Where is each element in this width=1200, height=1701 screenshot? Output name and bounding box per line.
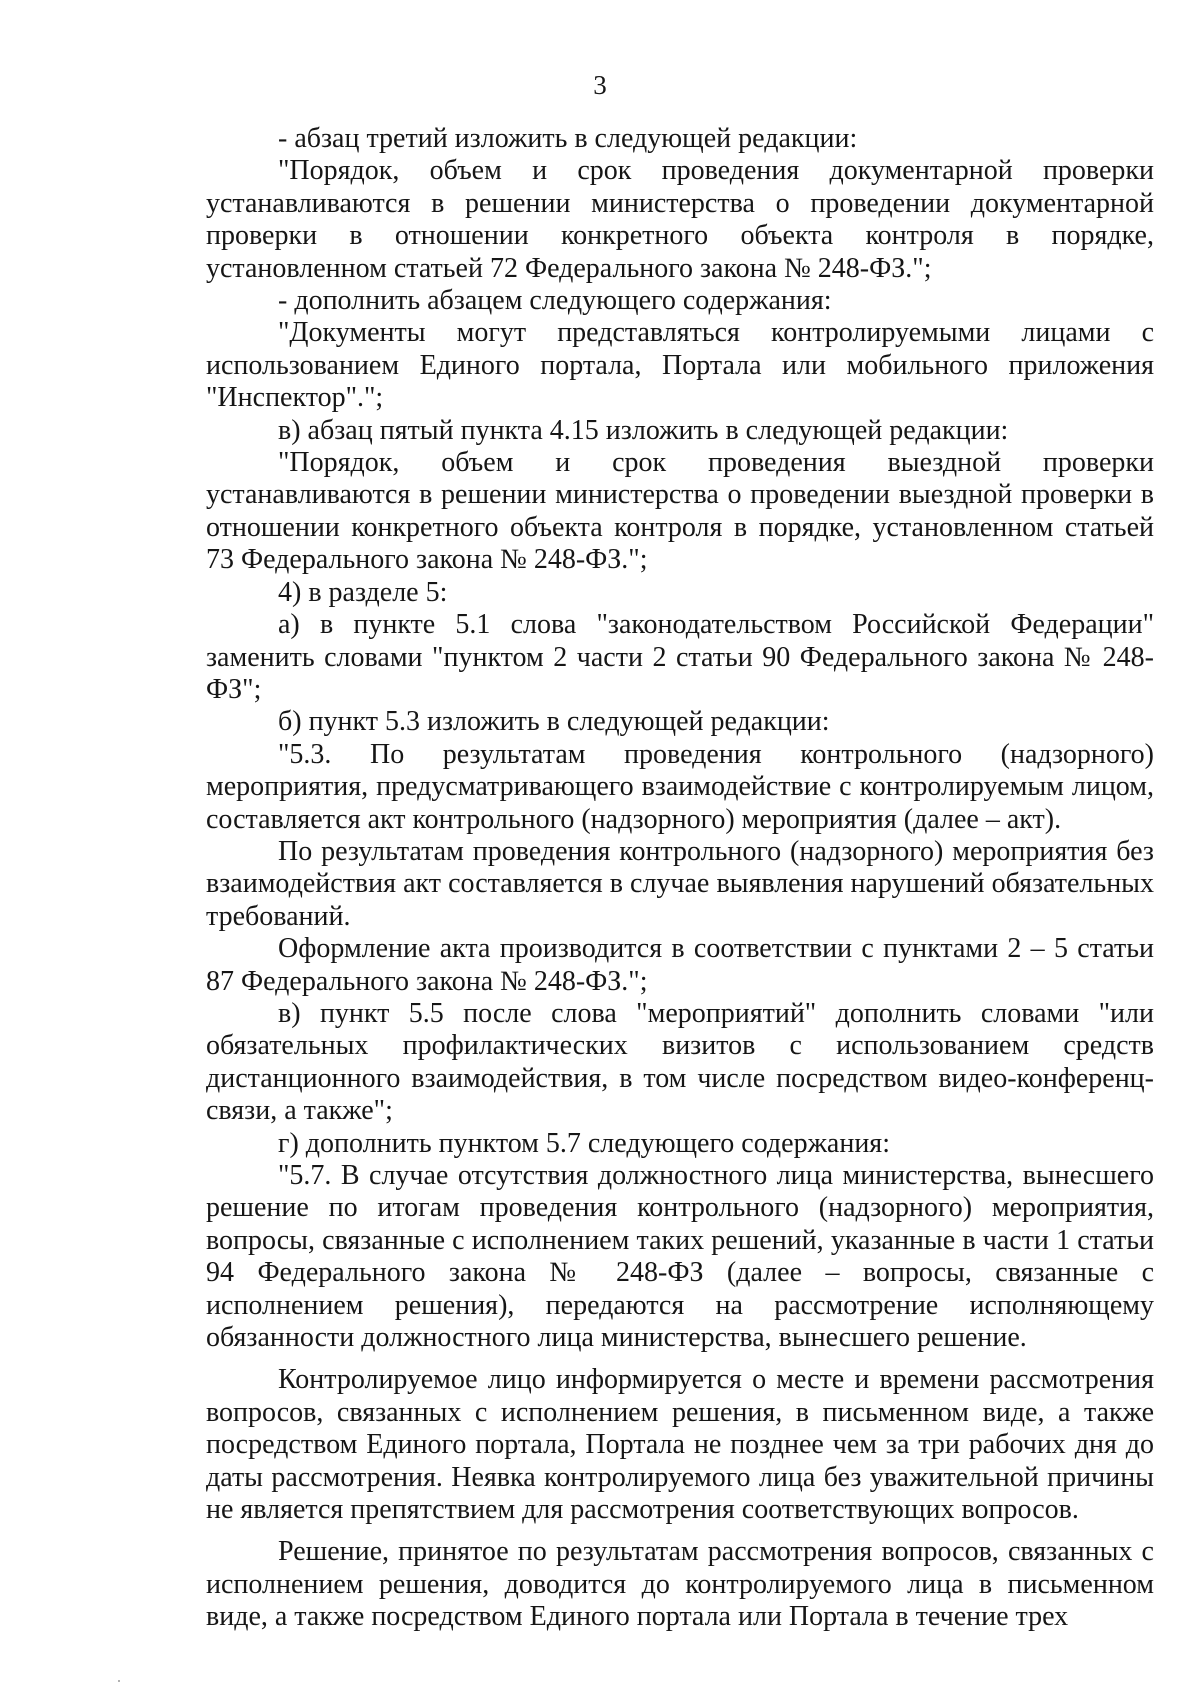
- paragraph-6: "Порядок, объем и срок проведения выездной проверки устанавливаются в решении министерства о проведении выездной проверки в отношении конкретного объекта контроля в порядке, установленном статьей 73 Федерального закона № 248-ФЗ.";: [206, 447, 1154, 576]
- paragraph-8: а) в пункте 5.1 слова "законодательством Российской Федерации" заменить словами "пунктом 2 части 2 статьи 90 Федерального закона № 248-ФЗ";: [206, 609, 1154, 705]
- paragraph-14: г) дополнить пунктом 5.7 следующего содержания:: [278, 1127, 890, 1159]
- paragraph-15: "5.7. В случае отсутствия должностного лица министерства, вынесшего решение по итогам проведения контрольного (надзорного) мероприятия, вопросы, связанные с исполнением таких решений, указанные в части 1 статьи 94 Федерального закона № 248-ФЗ (далее – вопросы, связанные с исполнением решения), передаются на рассмотрение исполняющему обязанности должностного лица министерства, вынесшего решение.: [206, 1160, 1154, 1354]
- paragraph-17: Решение, принятое по результатам рассмотрения вопросов, связанных с исполнением решения, доводится до контролируемого лица в письменном виде, а также посредством Единого портала или Портала в течение трех: [206, 1536, 1154, 1633]
- paragraph-4: "Документы могут представляться контролируемыми лицами с использованием Единого портала, Портала или мобильного приложения "Инспектор".";: [206, 317, 1154, 414]
- paragraph-9: б) пункт 5.3 изложить в следующей редакции:: [278, 706, 830, 738]
- paragraph-12: Оформление акта производится в соответствии с пунктами 2 – 5 статьи 87 Федерального закона № 248-ФЗ.";: [206, 933, 1154, 997]
- paragraph-11: По результатам проведения контрольного (надзорного) мероприятия без взаимодействия акт составляется в случае выявления нарушений обязательных требований.: [206, 835, 1154, 932]
- paragraph-2: "Порядок, объем и срок проведения документарной проверки устанавливаются в решении министерства о проведении документарной проверки в отношении конкретного объекта контроля в порядке, установленном статьей 72 Федерального закона № 248-ФЗ.";: [206, 155, 1154, 284]
- paragraph-5: в) абзац пятый пункта 4.15 изложить в следующей редакции:: [278, 414, 1009, 446]
- page-number: 3: [593, 70, 607, 100]
- paragraph-13: в) пункт 5.5 после слова "мероприятий" дополнить словами "или обязательных профилактических визитов с использованием средств дистанционного взаимодействия, в том числе посредством видео-конференц-связи, а также";: [206, 997, 1154, 1127]
- scan-speck: [118, 1680, 120, 1682]
- paragraph-10: "5.3. По результатам проведения контрольного (надзорного) мероприятия, предусматривающего взаимодействие с контролируемым лицом, составляется акт контрольного (надзорного) мероприятия (далее – акт).: [206, 738, 1154, 835]
- paragraph-3: - дополнить абзацем следующего содержания:: [278, 285, 832, 317]
- document-body: [206, 123, 1154, 1634]
- paragraph-1: - абзац третий изложить в следующей редакции:: [278, 123, 858, 154]
- paragraph-16: Контролируемое лицо информируется о месте и времени рассмотрения вопросов, связанных с исполнением решения, в письменном виде, а также посредством Единого портала, Портала не позднее чем за три рабочих дня до даты рассмотрения. Неявка контролируемого лица без уважительной причины не является препятствием для рассмотрения соответствующих вопросов.: [206, 1364, 1154, 1526]
- paragraph-7: 4) в разделе 5:: [278, 576, 448, 608]
